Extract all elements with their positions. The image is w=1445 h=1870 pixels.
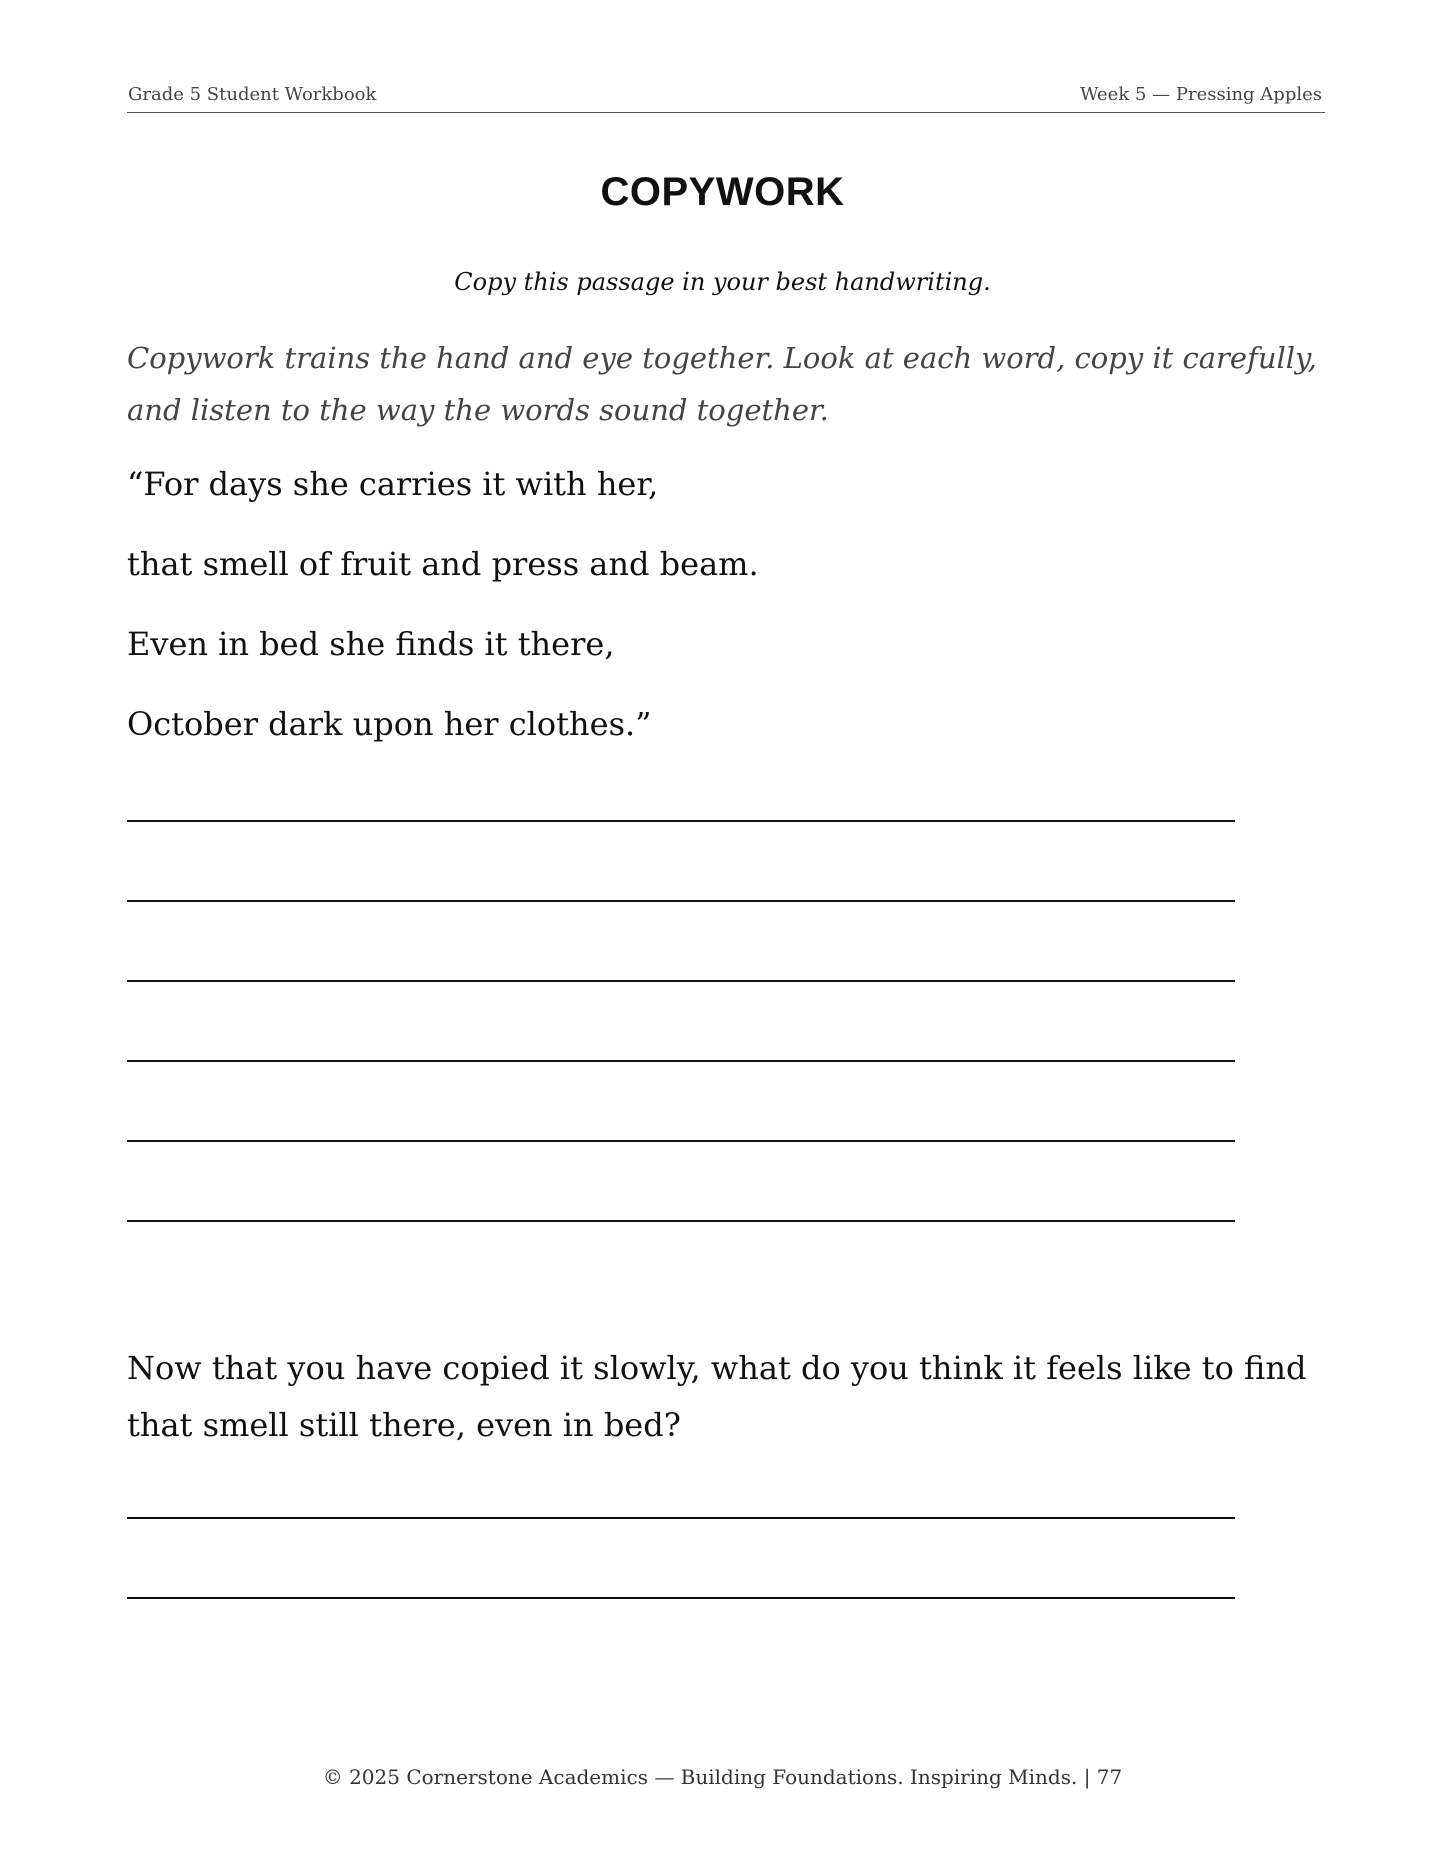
answer-writing-line[interactable] (127, 1517, 1235, 1519)
copy-writing-line[interactable] (127, 1060, 1235, 1062)
header-workbook-title: Grade 5 Student Workbook (128, 84, 377, 105)
copy-writing-line[interactable] (127, 1140, 1235, 1142)
poem-line-4: October dark upon her clothes.” (127, 705, 652, 743)
intro-paragraph: Copywork trains the hand and eye together. Look at each word, copy it carefully, and listen to the way the words sound together. (127, 341, 1317, 427)
page-title: COPYWORK (600, 170, 845, 214)
page-footer: © 2025 Cornerstone Academics — Building Foundations. Inspiring Minds. | 77 (322, 1765, 1123, 1789)
reflection-question: Now that you have copied it slowly, what do you think it feels like to find that smell still there, even in bed? (127, 1349, 1307, 1444)
page-header (127, 84, 1325, 113)
copy-writing-line[interactable] (127, 820, 1235, 822)
header-week-title: Week 5 — Pressing Apples (1080, 84, 1322, 105)
poem-line-2: that smell of fruit and press and beam. (127, 545, 759, 583)
copy-writing-line[interactable] (127, 980, 1235, 982)
copy-writing-line[interactable] (127, 900, 1235, 902)
copy-writing-line[interactable] (127, 1220, 1235, 1222)
instruction-text: Copy this passage in your best handwriting. (454, 268, 991, 296)
answer-writing-line[interactable] (127, 1597, 1235, 1599)
poem-line-3: Even in bed she finds it there, (127, 625, 615, 663)
poem-line-1: “For days she carries it with her, (127, 465, 659, 503)
